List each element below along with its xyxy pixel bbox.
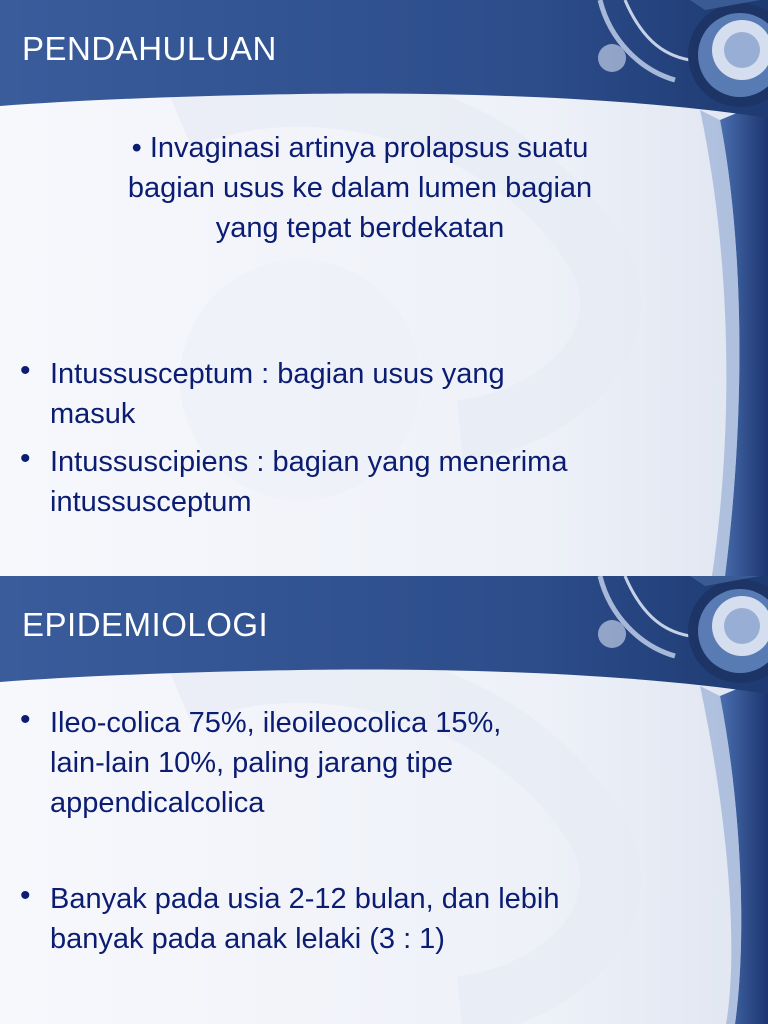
bullet-line: Intussuscipiens : bagian yang menerima [50,446,568,478]
bullet-line: Banyak pada usia 2-12 bulan, dan lebih [50,883,560,915]
list-item [18,442,678,522]
bullet-dot: • [131,132,142,164]
bullet-dot: • [20,442,31,475]
bullet-line: masuk [50,398,136,430]
slide-title: PENDAHULUAN [22,30,277,67]
slide-title: EPIDEMIOLOGI [22,606,269,643]
list-item [18,703,678,823]
bullet-dot: • [20,879,31,912]
bullet-line: yang tepat berdekatan [215,212,505,244]
bullet-line: Invaginasi artinya prolapsus suatu [149,132,589,164]
bullet-line: Ileo-colica 75%, ileoileocolica 15%, [50,707,502,739]
bullet-list-definitions [18,354,678,522]
bullet-line: lain-lain 10%, paling jarang tipe [50,747,454,779]
bullet-dot: • [20,354,31,387]
bullet-line: bagian usus ke dalam lumen bagian [127,172,593,204]
bullet-line: appendicalcolica [50,787,265,819]
bullet-dot: • [20,703,31,736]
centered-bullet [60,128,660,248]
list-item [18,879,678,959]
bullet-line: intussusceptum [50,486,252,518]
bullet-line: banyak pada anak lelaki (3 : 1) [50,923,445,955]
bullet-line: Intussusceptum : bagian usus yang [50,358,505,390]
bullet-list-epidemiology [18,703,678,959]
list-item [18,354,678,434]
